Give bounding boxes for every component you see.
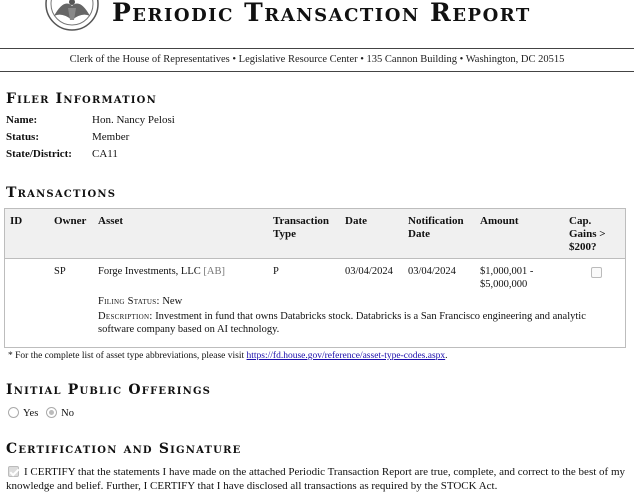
ipo-yes-label: Yes [23,408,39,419]
amount-line2: $5,000,000 [480,279,528,290]
clerk-address-bar: Clerk of the House of Representatives • Legislative Resource Center • 135 Cannon Building • Washington, DC 20515 [0,48,634,72]
row-transaction-type: P [273,266,279,277]
filer-information-heading: Filer Information [6,91,157,107]
row-notification-date: 03/04/2024 [408,266,456,277]
column-date: Date [345,215,367,227]
cap-gains-checkbox[interactable] [591,267,602,278]
description-text: Investment in fund that owns Databricks stock. Databricks is a San Francisco engineering and analytic software company based on AI technology. [98,311,586,335]
asset-codes-link[interactable]: https://fd.house.gov/reference/asset-type-codes.aspx [246,351,446,361]
house-seal-icon [44,0,100,32]
row-date: 03/04/2024 [345,266,393,277]
transaction-description [98,310,603,336]
column-cap-line2: Gains > [569,228,606,240]
column-cap-line1: Cap. [569,215,592,227]
ipo-radio-group [8,407,74,419]
filing-status [98,295,182,308]
transactions-table [4,208,626,348]
filing-status-label: Filing Status: [98,296,160,307]
column-cap-line3: $200? [569,241,597,253]
column-transaction-type [273,215,329,241]
filer-status: Member [92,131,130,143]
asset-codes-footnote [8,351,448,361]
filer-district-row [6,147,118,161]
ipo-heading: Initial Public Offerings [6,382,212,398]
filer-name: Hon. Nancy Pelosi [92,114,175,126]
transactions-heading: Transactions [6,185,117,201]
filer-district: CA11 [92,148,118,160]
column-id: ID [10,215,23,227]
district-label: State/District: [6,148,72,160]
ipo-no-radio[interactable] [46,407,57,418]
column-cap-gains [569,215,623,254]
name-label: Name: [6,114,38,126]
report-title: Periodic Transaction Report [112,0,531,27]
certification-checkbox[interactable] [8,466,19,477]
column-transaction-type-line1: Transaction [273,215,330,227]
row-asset [98,265,225,278]
description-label: Description: [98,311,153,322]
footnote-suffix: . [445,351,448,361]
column-notification-line2: Date [408,228,430,240]
column-amount: Amount [480,215,519,227]
filing-status-value: New [162,296,183,307]
asset-name: Forge Investments, LLC [98,266,201,277]
column-owner: Owner [54,215,87,227]
certification-statement: I CERTIFY that the statements I have made on the attached Periodic Transaction Report are true, complete, and correct to the best of my knowledge and belief. Further, I CERTIFY that I have disclosed all transactions as required by the STOCK Act. [6,466,625,492]
certification-heading: Certification and Signature [6,441,242,457]
footnote-text: * For the complete list of asset type abbreviations, please visit [8,351,245,361]
row-amount [480,265,533,291]
status-label: Status: [6,131,40,143]
ipo-no-label: No [61,408,74,419]
filer-name-row [6,113,175,127]
ipo-yes-radio[interactable] [8,407,19,418]
filer-status-row [6,130,129,144]
column-notification-date [408,215,464,241]
table-header [5,209,625,259]
column-asset: Asset [98,215,124,227]
row-owner: SP [54,266,66,277]
amount-line1: $1,000,001 - [480,266,534,277]
column-transaction-type-line2: Type [273,228,297,240]
column-notification-line1: Notification [408,215,464,227]
asset-type-code: [AB] [203,266,225,277]
